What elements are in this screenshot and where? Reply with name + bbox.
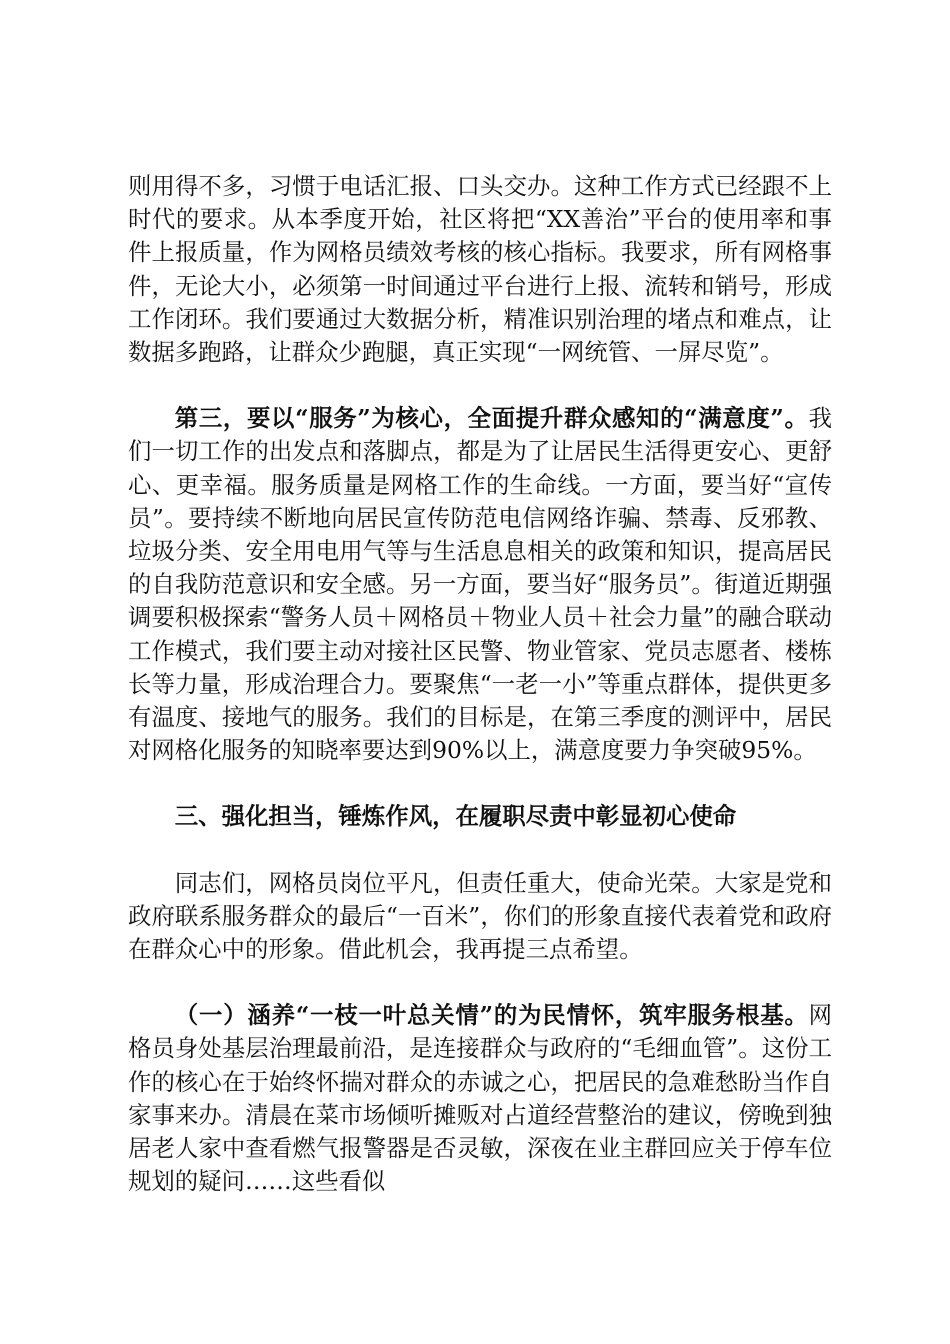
paragraph-body: 网格员身处基层治理最前沿，是连接群众与政府的“毛细血管”。这份工作的核心在于始终怀揣对群众的赤诚之心，把居民的急难愁盼当作自家事来办。清晨在菜市场倾听摊贩对占道经营整治的建议，傍晚到独居老人家中查看燃气报警器是否灵敏，深夜在业主群回应关于停车位规划的疑问……这些看似 <box>128 1001 832 1196</box>
paragraph-gap <box>128 834 832 867</box>
paragraph-lead-bold: （一）涵养“一枝一叶总关情”的为民情怀，筑牢服务根基。 <box>174 1001 809 1030</box>
paragraph-service-core <box>128 402 832 767</box>
paragraph-gap <box>128 966 832 999</box>
paragraph-body: 我们一切工作的出发点和落脚点，都是为了让居民生活得更安心、更舒心、更幸福。服务质量是网格工作的生命线。一方面，要当好“宣传员”。要持续不断地向居民宣传防范电信网络诈骗、禁毒、反邪教、垃圾分类、安全用电用气等与生活息息相关的政策和知识，提高居民的自我防范意识和安全感。另一方面，要当好“服务员”。街道近期强调要积极探索“警务人员＋网格员＋物业人员＋社会力量”的融合联动工作模式，我们要主动对接社区民警、物业管家、党员志愿者、楼栋长等力量，形成治理合力。要聚焦“一老一小”等重点群体，提供更多有温度、接地气的服务。我们的目标是，在第三季度的测评中，居民对网格化服务的知晓率要达到90%以上，满意度要力争突破95%。 <box>128 404 832 765</box>
paragraph-gap <box>128 369 832 402</box>
paragraph-people-sentiment <box>128 999 832 1198</box>
paragraph-lead-bold: 第三，要以“服务”为核心，全面提升群众感知的“满意度”。 <box>174 404 809 433</box>
paragraph-comrades: 同志们，网格员岗位平凡，但责任重大，使命光荣。大家是党和政府联系服务群众的最后“一百米”，你们的形象直接代表着党和政府在群众心中的形象。借此机会，我再提三点希望。 <box>128 868 832 964</box>
section-heading-3: 三、强化担当，锤炼作风，在履职尽责中彰显初心使命 <box>174 802 737 831</box>
paragraph-platform-usage: 则用得不多，习惯于电话汇报、口头交办。这种工作方式已经跟不上时代的要求。从本季度开始，社区将把“XX善治”平台的使用率和事件上报质量，作为网格员绩效考核的核心指标。我要求，所有网格事件，无论大小，必须第一时间通过平台进行上报、流转和销号，形成工作闭环。我们要通过大数据分析，精准识别治理的堵点和难点，让数据多跑路，让群众少跑腿，真正实现“一网统管、一屏尽览”。 <box>128 172 832 367</box>
paragraph-gap <box>128 767 832 800</box>
document-page <box>128 170 832 1198</box>
